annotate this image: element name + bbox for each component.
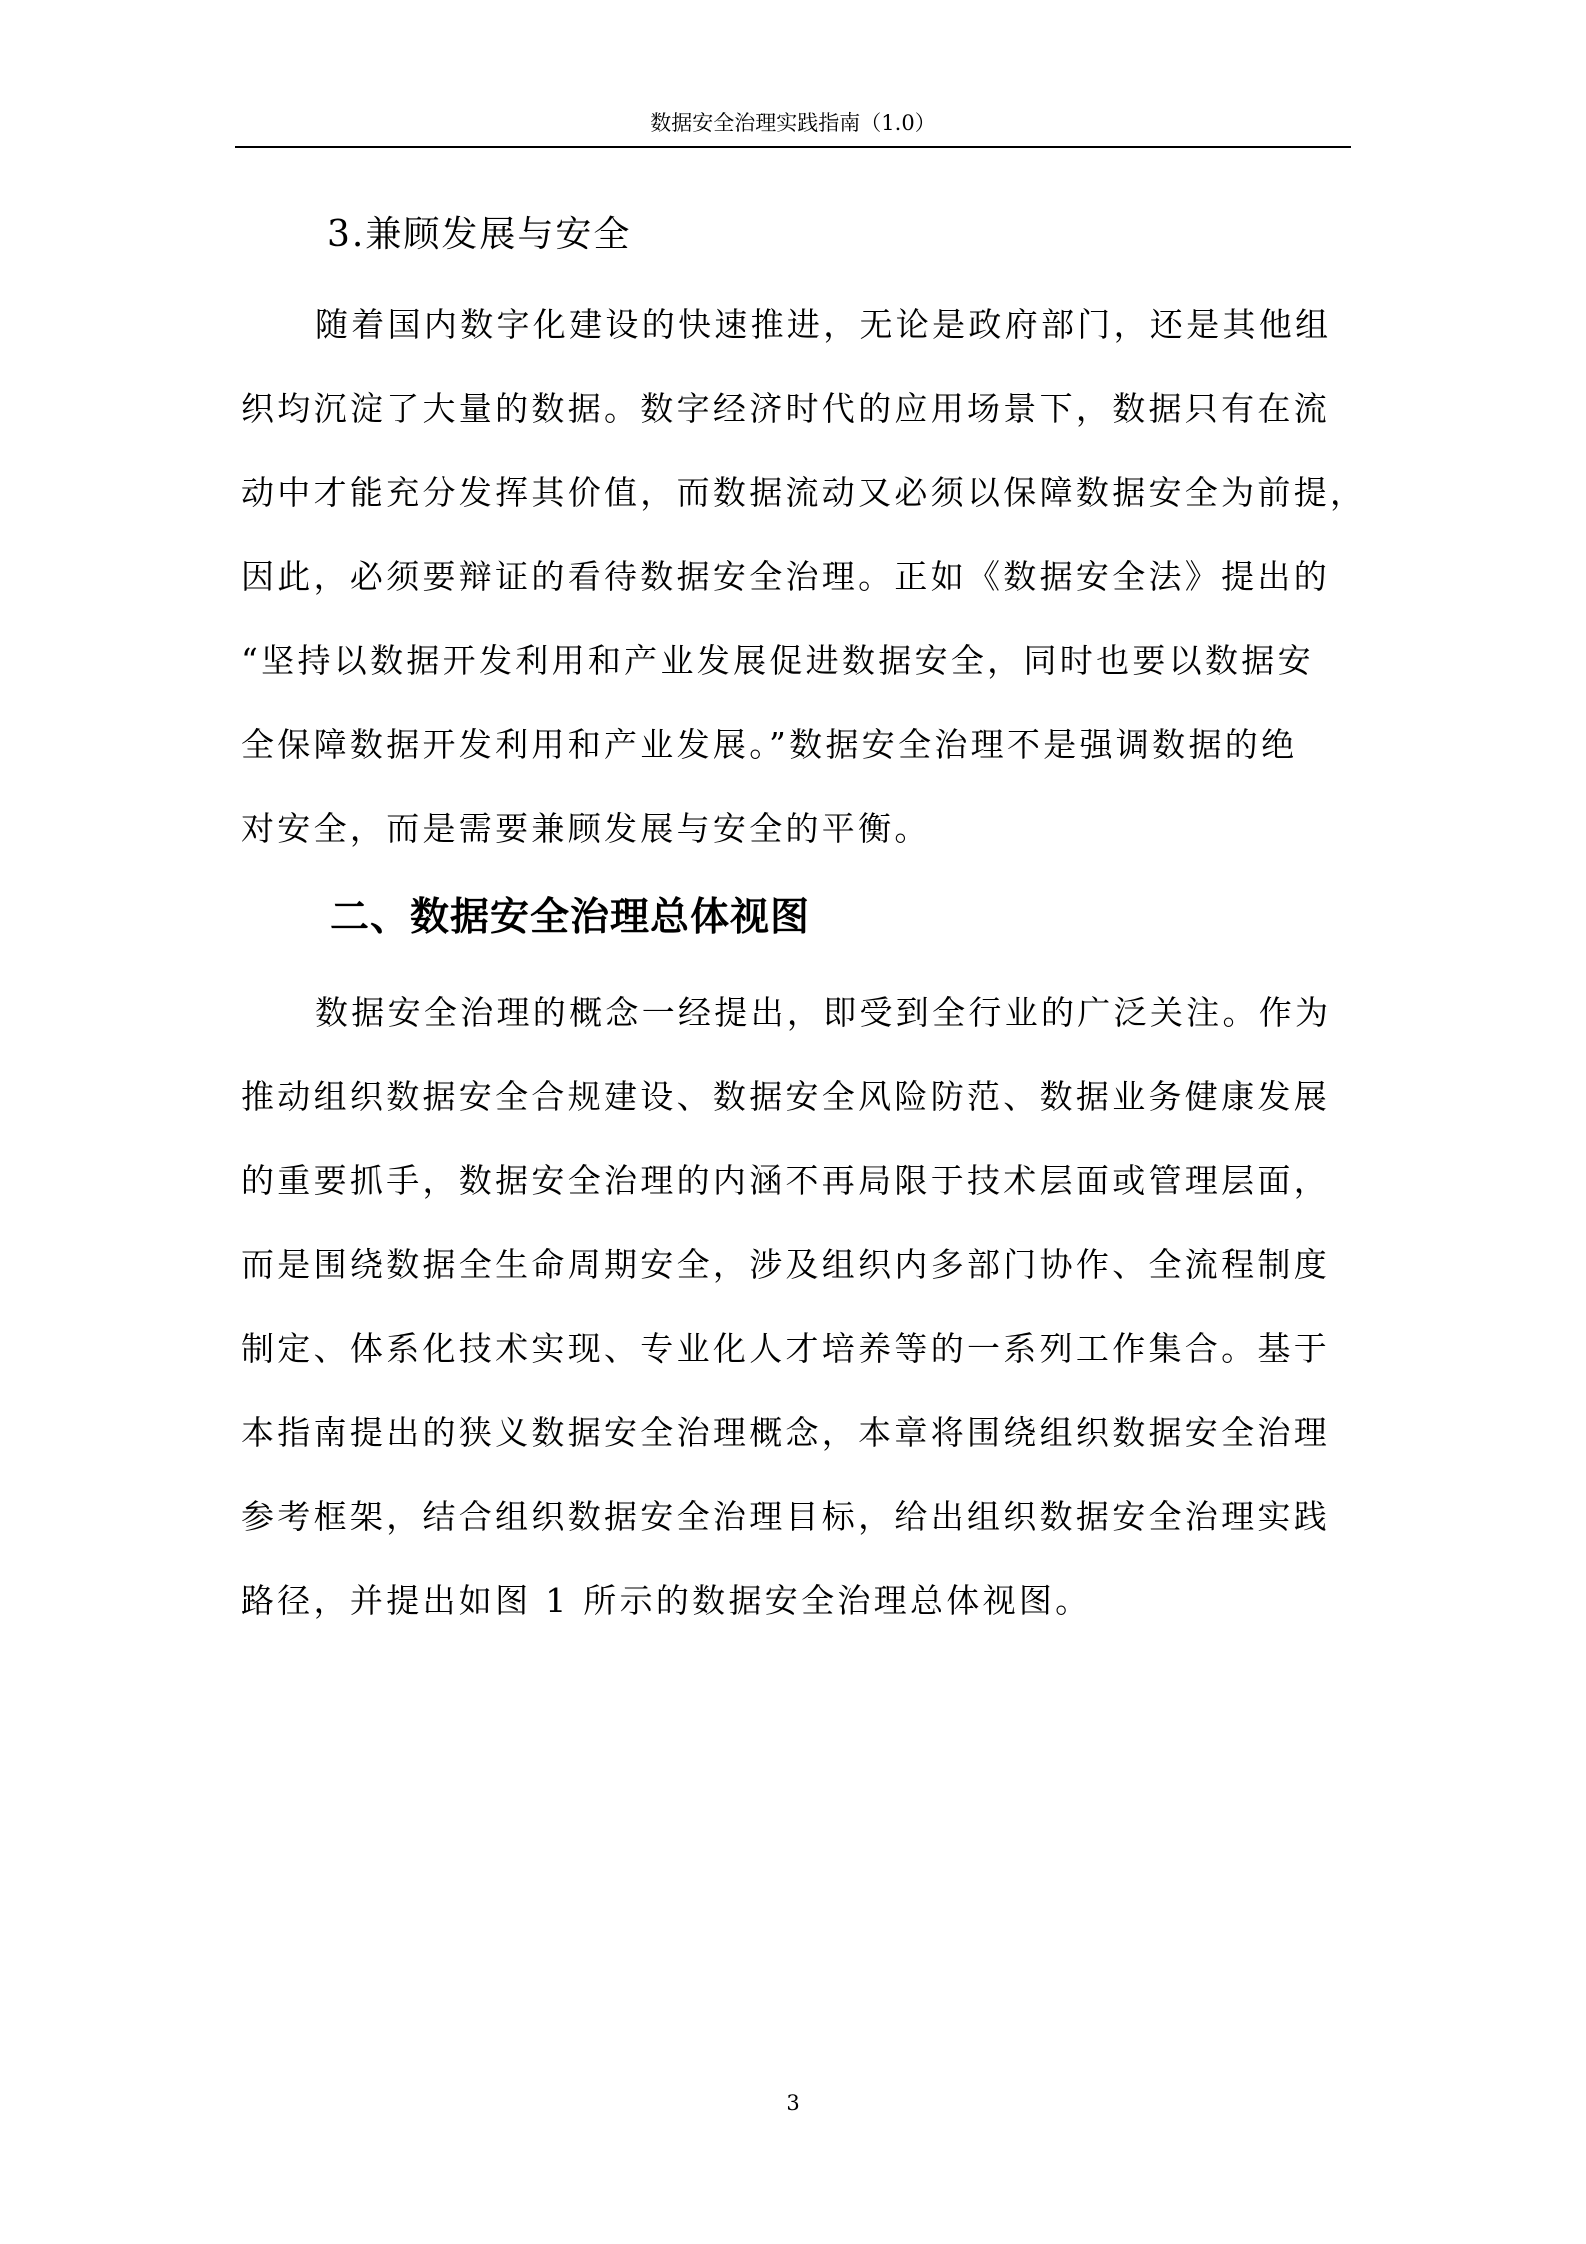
text-line: 的重要抓手，数据安全治理的内涵不再局限于技术层面或管理层面， xyxy=(241,1161,1330,1200)
page-number: 3 xyxy=(786,2091,800,2115)
text-line: 数据安全治理的概念一经提出，即受到全行业的广泛关注。作为 xyxy=(315,993,1332,1032)
text-line: 本指南提出的狭义数据安全治理概念，本章将围绕组织数据安全治理 xyxy=(241,1413,1330,1452)
text-line: 制定、体系化技术实现、专业化人才培养等的一系列工作集合。基于 xyxy=(241,1329,1330,1368)
text-line: 推动组织数据安全合规建设、数据安全风险防范、数据业务健康发展 xyxy=(241,1077,1330,1116)
section-heading: 二、数据安全治理总体视图 xyxy=(330,895,811,940)
text-line: 动中才能充分发挥其价值，而数据流动又必须以保障数据安全为前提， xyxy=(241,473,1367,512)
text-line: 织均沉淀了大量的数据。数字经济时代的应用场景下，数据只有在流 xyxy=(241,389,1330,428)
text-line: 路径，并提出如图 1 所示的数据安全治理总体视图。 xyxy=(241,1581,1092,1620)
text-line: 参考框架，结合组织数据安全治理目标，给出组织数据安全治理实践 xyxy=(241,1497,1330,1536)
paragraph-overall-view xyxy=(241,971,1353,1643)
text-line: 而是围绕数据全生命周期安全，涉及组织内多部门协作、全流程制度 xyxy=(241,1245,1330,1284)
text-line: 随着国内数字化建设的快速推进，无论是政府部门，还是其他组 xyxy=(315,305,1332,344)
text-line: “坚持以数据开发利用和产业发展促进数据安全，同时也要以数据安 xyxy=(241,641,1314,680)
header-divider xyxy=(235,146,1351,148)
text-line: 对安全，而是需要兼顾发展与安全的平衡。 xyxy=(241,809,931,848)
paragraph-develop-and-security xyxy=(241,283,1367,871)
text-line: 因此，必须要辩证的看待数据安全治理。正如《数据安全法》提出的 xyxy=(241,557,1330,596)
text-line: 全保障数据开发利用和产业发展。”数据安全治理不是强调数据的绝 xyxy=(241,725,1298,764)
subsection-heading: 3.兼顾发展与安全 xyxy=(327,214,632,255)
running-header: 数据安全治理实践指南（1.0） xyxy=(650,111,936,135)
